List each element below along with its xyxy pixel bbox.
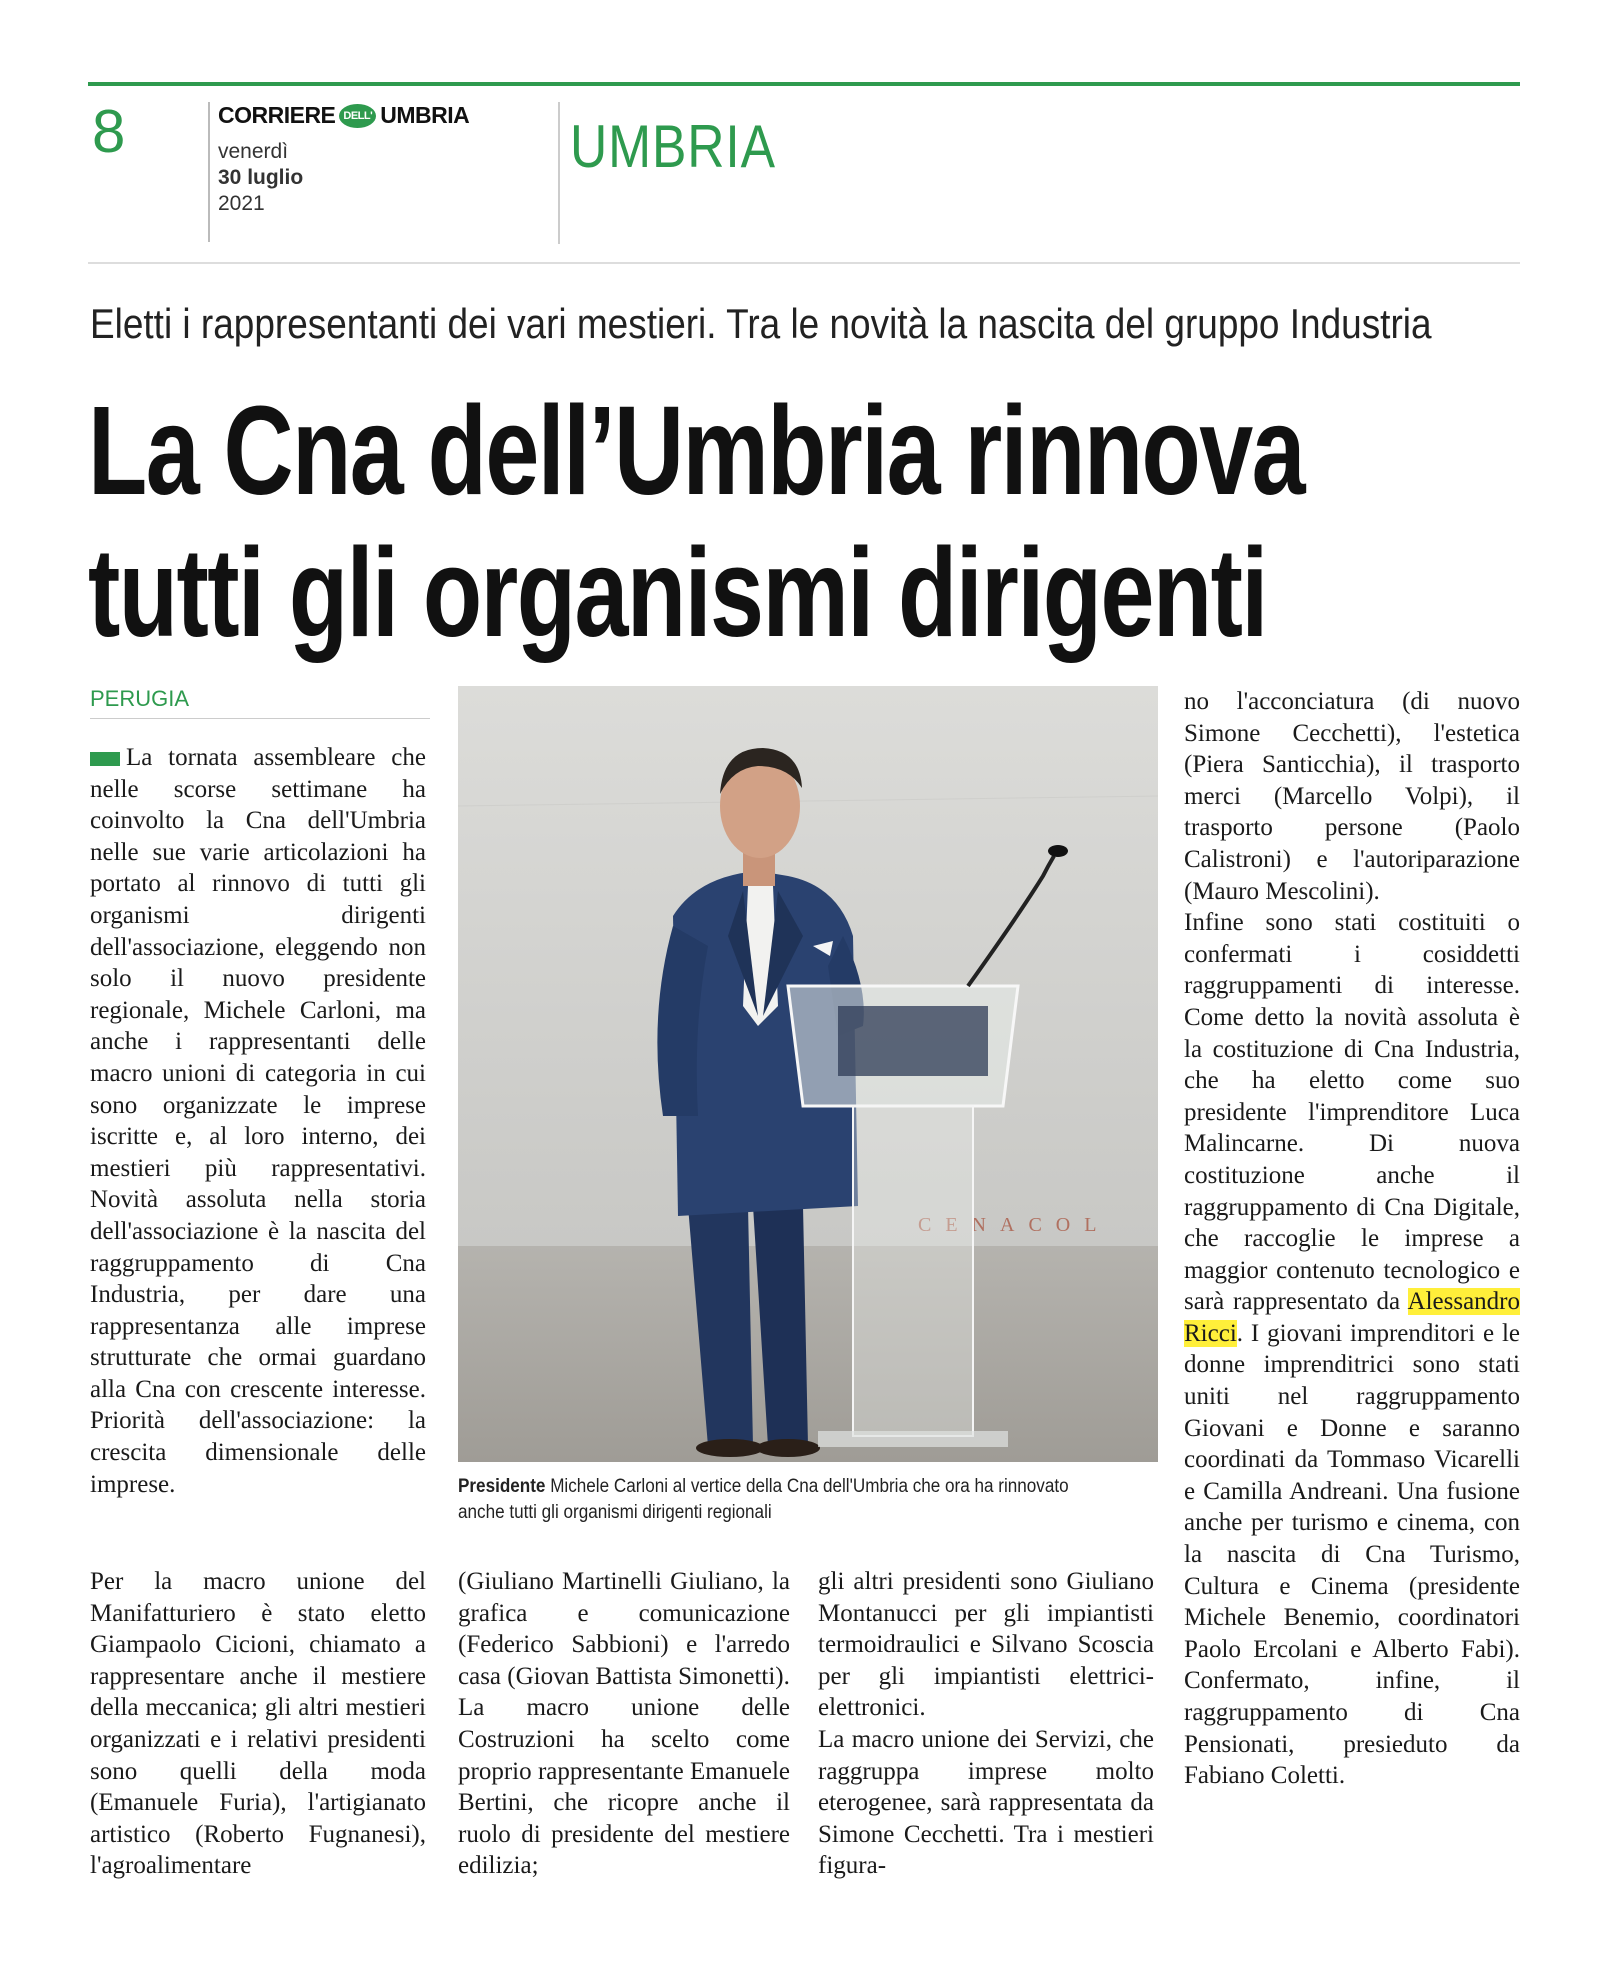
section-divider xyxy=(558,102,560,244)
highlighted-name: Alessandro Ricci xyxy=(1184,1288,1520,1347)
column-1b-text: Per la macro unione del Manifatturiero è stato eletto Giampaolo Cicioni, chiamato a rappresentare anche il mestiere della meccanica; gli altri mestieri organizzati e i relativi presidenti sono quelli della moda (Emanuele Furia), l'artigianato artistico (Roberto Fugnanesi), l'agroalimentare xyxy=(90,1568,426,1880)
column-4-text-before: Infine sono stati costituiti o confermati i cosiddetti raggruppamenti di interesse. Come detto la novità assoluta è la costituzione di Cna Industria, che ha eletto come suo presidente l'imprenditore Luca Malincarne. Di nuova costituzione anche il raggruppamento di Cna Digitale, che raccoglie le imprese a maggior contenuto tecnologico e sarà rappresentato da xyxy=(1184,909,1520,1316)
article-kicker: Eletti i rappresentanti dei vari mestieri. Tra le novità la nascita del gruppo Industria xyxy=(90,300,1432,347)
issue-date xyxy=(218,139,478,217)
caption-label: Presidente xyxy=(458,1476,546,1497)
photo-caption xyxy=(458,1474,1088,1526)
column-4-text-after: . I giovani imprenditori e le donne imprenditrici sono stati uniti nel raggruppamento Giovani e Donne e saranno coordinati da Tommaso Vicarelli e Camilla Andreani. Una fusione anche per turismo e cinema, con la nascita di Cna Turismo, Cultura e Cinema (presidente Michele Benemio, coordinatori Paolo Ercolani e Alberto Fabi). Confermato, infine, il raggruppamento di Cna Pensionati, presieduto da Fabiano Coletti. xyxy=(1184,1319,1520,1790)
photo-speaker-at-podium xyxy=(458,686,1158,1462)
masthead xyxy=(208,102,478,242)
column-4-paragraph-2 xyxy=(1184,907,1520,1792)
column-1-text: La tornata assembleare che nelle scorse settimane ha coinvolto la Cna dell'Umbria nelle sue varie articolazioni ha portato al rinnovo di tutti gli organismi dirigenti dell'associazione, eleggendo non solo il nuovo presidente regionale, Michele Carloni, ma anche i rappresentanti delle macro unioni di categoria in cui sono organizzate le imprese iscritte e, al loro interno, dei mestieri più rappresentativi. Novità assoluta nella storia dell'associazione è la nascita del raggruppamento di Cna Industria, per dare una rappresentanza alle imprese strutturate che ormai guardano alla Cna con crescente interesse. Priorità dell'associazione: la crescita dimensionale delle imprese. xyxy=(90,744,426,1498)
header-rule xyxy=(88,262,1520,264)
headline-line-1: La Cna dell’Umbria rinnova xyxy=(88,380,1305,521)
newspaper-logo xyxy=(218,102,478,129)
top-rule xyxy=(88,82,1520,86)
column-3-paragraph-1: gli altri presidenti sono Giuliano Montanucci per gli impiantisti termoidraulici e Silvano Scoscia per gli impiantisti elettrici-elettronici. xyxy=(818,1568,1154,1722)
paragraph-marker xyxy=(90,752,120,766)
article-column-1 xyxy=(90,742,426,1500)
article-photo xyxy=(458,686,1158,1462)
page-number: 8 xyxy=(92,98,126,165)
caption-text: Michele Carloni al vertice della Cna dell'Umbria che ora ha rinnovato anche tutti gli organismi dirigenti regionali xyxy=(458,1476,1069,1523)
logo-right: UMBRIA xyxy=(380,102,470,128)
headline-line-2: tutti gli organismi dirigenti xyxy=(88,522,1267,663)
date-year: 2021 xyxy=(218,192,265,215)
article-headline xyxy=(88,380,1528,664)
column-4-paragraph-1: no l'acconciatura (di nuovo Simone Cecchetti), l'estetica (Piera Santicchia), il trasporto merci (Marcello Volpi), il trasporto persone (Paolo Calistroni) e l'autoriparazione (Mauro Mescolini). xyxy=(1184,688,1520,905)
section-title: UMBRIA xyxy=(570,113,776,180)
date-weekday: venerdì xyxy=(218,140,289,163)
wall-lettering: CENACOL xyxy=(918,1214,1111,1236)
article-column-2 xyxy=(458,1566,790,1882)
column-2-paragraph-2: La macro unione delle Costruzioni ha scelto come proprio rappresentante Emanuele Bertini, che ricopre anche il ruolo di presidente del mestiere edilizia; xyxy=(458,1694,790,1880)
dateline: PERUGIA xyxy=(90,686,430,719)
date-day-month: 30 luglio xyxy=(218,166,304,189)
article-column-1-continued xyxy=(90,1566,426,1882)
column-3-paragraph-2: La macro unione dei Servizi, che raggruppa imprese molto eterogenee, sarà rappresentata da Simone Cecchetti. Tra i mestieri figura- xyxy=(818,1725,1154,1880)
logo-left: CORRIERE xyxy=(218,102,336,128)
article-column-4 xyxy=(1184,686,1520,1792)
logo-mid: DELL' xyxy=(339,104,376,128)
article-column-3 xyxy=(818,1566,1154,1882)
column-2-paragraph-1: (Giuliano Martinelli Giuliano, la grafica e comunicazione (Federico Sabbioni) e l'arredo casa (Giovan Battista Simonetti). xyxy=(458,1568,790,1690)
